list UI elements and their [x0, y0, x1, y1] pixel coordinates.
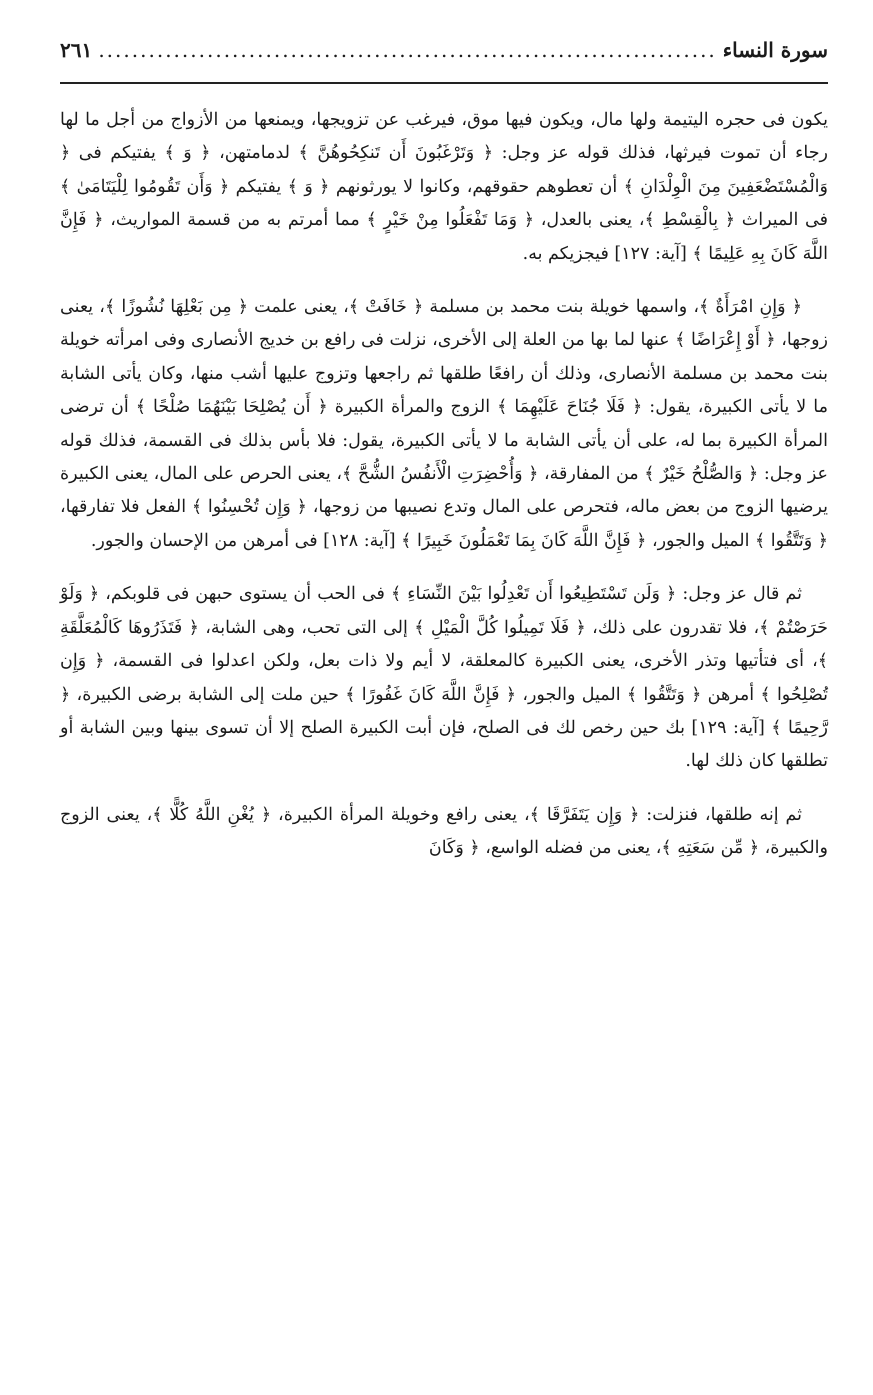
running-header — [60, 38, 828, 84]
surah-title: سورة النساء — [722, 38, 828, 62]
paragraph-1: يكون فى حجره اليتيمة ولها مال، ويكون فيها موق، فيرغب عن تزويجها، ويمنعها من الأزواج من أجل ما لها رجاء أن تموت فيرثها، فذلك قوله عز وجل: ﴿ وَتَرْغَبُونَ أَن تَنكِحُوهُنَّ ﴾ لدمامتهن، ﴿ وَ ﴾ يفتيكم فى ﴿ وَالْمُسْتَضْعَفِينَ مِنَ الْوِلْدَانِ ﴾ أن تعطوهم حقوقهم، وكانوا لا يورثونهم ﴿ وَ ﴾ يفتيكم ﴿ وَأَن تَقُومُوا لِلْيَتَامَىٰ ﴾ فى الميراث ﴿ بِالْقِسْطِ ﴾، يعنى بالعدل، ﴿ وَمَا تَفْعَلُوا مِنْ خَيْرٍ ﴾ مما أمرتم به من قسمة المواريث، ﴿ فَإِنَّ اللَّهَ كَانَ بِهِ عَلِيمًا ﴾ [آية: ١٢٧] فيجزيكم به. — [60, 110, 828, 264]
page-number: ٢٦١ — [60, 38, 93, 62]
paragraph-4: ثم إنه طلقها، فنزلت: ﴿ وَإِن يَتَفَرَّقَا ﴾، يعنى رافع وخويلة المرأة الكبيرة، ﴿ يُغْنِ اللَّهُ كُلًّا ﴾، يعنى الزوج والكبيرة، ﴿ مِّن سَعَتِهِ ﴾، يعنى من فضله الواسع، ﴿ وَكَانَ — [60, 804, 828, 859]
body-text — [60, 104, 828, 866]
paragraph-3: ثم قال عز وجل: ﴿ وَلَن تَسْتَطِيعُوا أَن تَعْدِلُوا بَيْنَ النِّسَاءِ ﴾ فى الحب أن يستوى حبهن فى قلوبكم، ﴿ وَلَوْ حَرَصْتُمْ ﴾، فلا تقدرون على ذلك، ﴿ فَلَا تَمِيلُوا كُلَّ الْمَيْلِ ﴾ إلى التى تحب، وهى الشابة، ﴿ فَتَذَرُوهَا كَالْمُعَلَّقَةِ ﴾، أى فتأتيها وتذر الأخرى، يعنى الكبيرة كالمعلقة، لا أيم ولا ذات بعل، ولكن اعدلوا فى القسمة، ﴿ وَإِن تُصْلِحُوا ﴾ أمرهن ﴿ وَتَتَّقُوا ﴾ الميل والجور، ﴿ فَإِنَّ اللَّهَ كَانَ غَفُورًا ﴾ حين ملت إلى الشابة برضى الكبيرة، ﴿ رَّحِيمًا ﴾ [آية: ١٢٩] بك حين رخص لك فى الصلح، فإن أبت الكبيرة الصلح إلا أن تسوى بينها وبين الشابة أو تطلقها كان ذلك لها. — [60, 584, 828, 772]
book-page — [60, 38, 828, 1385]
dot-leader — [98, 38, 717, 62]
paragraph-2: ﴿ وَإِنِ امْرَأَةٌ ﴾، واسمها خويلة بنت محمد بن مسلمة ﴿ خَافَتْ ﴾، يعنى علمت ﴿ مِن بَعْلِهَا نُشُوزًا ﴾، يعنى زوجها، ﴿ أَوْ إِعْرَاضًا ﴾ عنها لما بها من العلة إلى الأخرى، نزلت فى رافع بن خديج الأنصارى وفى امرأته خويلة بنت محمد بن مسلمة الأنصارى، وذلك أن رافعًا طلقها ثم راجعها وتزوج عليها أشب منها، وكان يأتى الشابة ما لا يأتى الكبيرة، يقول: ﴿ فَلَا جُنَاحَ عَلَيْهِمَا ﴾ الزوج والمرأة الكبيرة ﴿ أَن يُصْلِحَا بَيْنَهُمَا صُلْحًا ﴾ أن ترضى المرأة الكبيرة بما له، على أن يأتى الشابة ما لا يأتى الكبيرة، يقول: فلا بأس بذلك فى القسمة، فذلك قوله عز وجل: ﴿ وَالصُّلْحُ خَيْرٌ ﴾ من المفارقة، ﴿ وَأُحْضِرَتِ الْأَنفُسُ الشُّحَّ ﴾، يعنى الحرص على المال، يعنى الكبيرة يرضيها الزوج من بعض ماله، فتحرص على المال وتدع نصيبها من زوجها، ﴿ وَإِن تُحْسِنُوا ﴾ الفعل فلا تفارقها، ﴿ وَتَتَّقُوا ﴾ الميل والجور، ﴿ فَإِنَّ اللَّهَ كَانَ بِمَا تَعْمَلُونَ خَبِيرًا ﴾ [آية: ١٢٨] فى أمرهن من الإحسان والجور. — [59, 297, 828, 551]
